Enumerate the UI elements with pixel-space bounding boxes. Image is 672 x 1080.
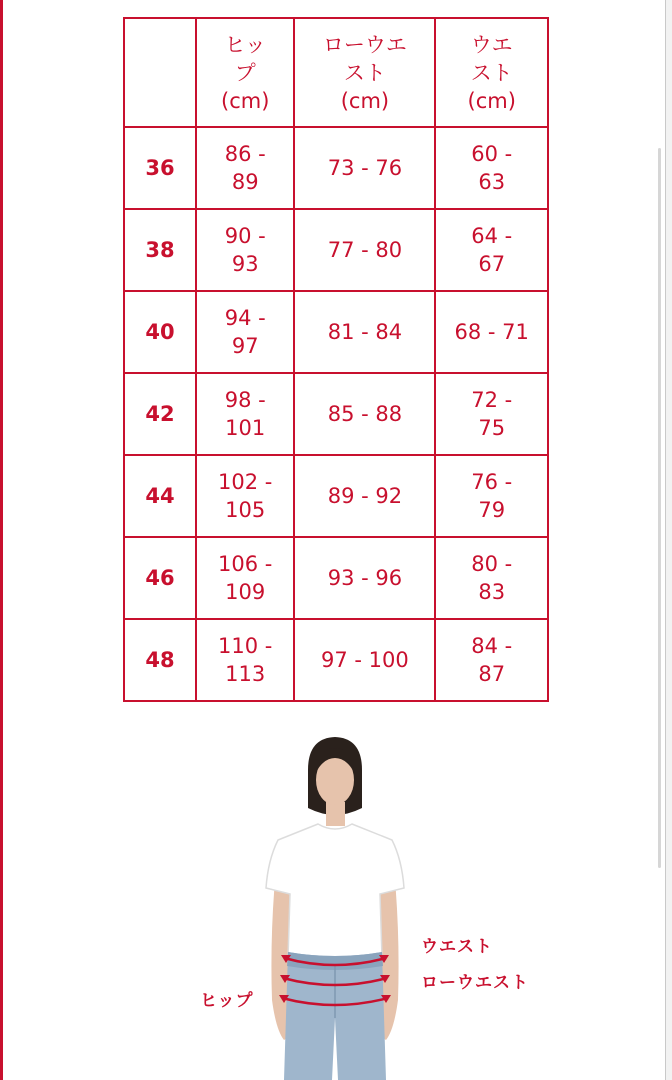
low-waist-cell bbox=[294, 619, 435, 701]
scroll-track[interactable] bbox=[665, 0, 672, 1080]
size-cell: 46 bbox=[124, 537, 196, 619]
hip-cell bbox=[196, 209, 294, 291]
table-row bbox=[124, 209, 548, 291]
size-cell: 38 bbox=[124, 209, 196, 291]
cell-text-line: 109 bbox=[225, 580, 266, 604]
header-text-line: ウエ bbox=[470, 32, 513, 57]
table-row bbox=[124, 537, 548, 619]
header-text-line: スト bbox=[343, 60, 386, 85]
cell-text-line: 68 - 71 bbox=[454, 320, 529, 344]
hip-cell bbox=[196, 619, 294, 701]
cell-text-line: 97 bbox=[231, 334, 259, 358]
waist-cell bbox=[435, 209, 548, 291]
table-row bbox=[124, 455, 548, 537]
low-waist-cell bbox=[294, 373, 435, 455]
waist-cell bbox=[435, 537, 548, 619]
cell-text-line: 63 bbox=[478, 170, 506, 194]
cell-text-line: 84 - bbox=[471, 634, 513, 658]
low-waist-cell bbox=[294, 127, 435, 209]
cell-text-line: 89 bbox=[231, 170, 259, 194]
cell-text-line: 79 bbox=[478, 498, 506, 522]
cell-text-line: 98 - bbox=[224, 388, 266, 412]
cell-text-line: 81 - 84 bbox=[327, 320, 403, 344]
low-waist-cell bbox=[294, 455, 435, 537]
low-waist-cell bbox=[294, 291, 435, 373]
low-waist-cell bbox=[294, 537, 435, 619]
size-cell: 44 bbox=[124, 455, 196, 537]
table-row bbox=[124, 619, 548, 701]
header-text-line: ヒッ bbox=[224, 32, 266, 57]
cell-text-line: 67 bbox=[478, 252, 506, 276]
cell-text-line: 93 bbox=[231, 252, 259, 276]
cell-text-line: 87 bbox=[478, 662, 506, 686]
cell-text-line: 90 - bbox=[224, 224, 266, 248]
size-cell: 36 bbox=[124, 127, 196, 209]
cell-text-line: 86 - bbox=[224, 142, 266, 166]
hip-cell bbox=[196, 455, 294, 537]
table-row bbox=[124, 127, 548, 209]
header-low-waist bbox=[294, 18, 435, 127]
header-waist bbox=[435, 18, 548, 127]
cell-text-line: 94 - bbox=[224, 306, 266, 330]
hip-label: ヒップ bbox=[200, 991, 254, 1011]
cell-text-line: 83 bbox=[478, 580, 506, 604]
waist-label: ウエスト bbox=[421, 937, 493, 957]
cell-text-line: 105 bbox=[225, 498, 266, 522]
hip-cell bbox=[196, 537, 294, 619]
table-row bbox=[124, 373, 548, 455]
cell-text-line: 77 - 80 bbox=[327, 238, 403, 262]
header-text-line: プ bbox=[234, 60, 256, 85]
cell-text-line: 89 - 92 bbox=[327, 484, 403, 508]
header-text-line: ローウエ bbox=[322, 32, 407, 57]
page-left-edge bbox=[0, 0, 3, 1080]
hip-cell bbox=[196, 291, 294, 373]
cell-text-line: 73 - 76 bbox=[327, 156, 403, 180]
table-body bbox=[124, 127, 548, 701]
cell-text-line: 93 - 96 bbox=[327, 566, 403, 590]
table-row bbox=[124, 291, 548, 373]
header-text-line: (cm) bbox=[221, 88, 270, 113]
cell-text-line: 76 - bbox=[471, 470, 513, 494]
cell-text-line: 106 - bbox=[218, 552, 273, 576]
waist-cell bbox=[435, 291, 548, 373]
model-neck bbox=[326, 802, 345, 826]
cell-text-line: 97 - 100 bbox=[321, 648, 409, 672]
cell-text-line: 85 - 88 bbox=[327, 402, 403, 426]
hip-cell bbox=[196, 127, 294, 209]
cell-text-line: 60 - bbox=[471, 142, 513, 166]
cell-text-line: 72 - bbox=[471, 388, 513, 412]
waist-cell bbox=[435, 373, 548, 455]
waist-cell bbox=[435, 455, 548, 537]
low-waist-label: ローウエスト bbox=[421, 973, 529, 993]
cell-text-line: 110 - bbox=[218, 634, 273, 658]
scrollbar-thumb[interactable] bbox=[658, 148, 661, 868]
size-cell: 48 bbox=[124, 619, 196, 701]
header-size bbox=[124, 18, 196, 127]
table-header-row bbox=[124, 18, 548, 127]
size-cell: 40 bbox=[124, 291, 196, 373]
model-measurement-illustration bbox=[190, 728, 550, 1080]
cell-text-line: 75 bbox=[478, 416, 506, 440]
header-text-line: (cm) bbox=[340, 88, 390, 113]
waist-cell bbox=[435, 619, 548, 701]
cell-text-line: 64 - bbox=[471, 224, 513, 248]
hip-cell bbox=[196, 373, 294, 455]
cell-text-line: 102 - bbox=[218, 470, 273, 494]
cell-text-line: 101 bbox=[225, 416, 266, 440]
size-chart-table bbox=[123, 17, 549, 702]
header-text-line: (cm) bbox=[467, 88, 516, 113]
cell-text-line: 80 - bbox=[471, 552, 513, 576]
low-waist-cell bbox=[294, 209, 435, 291]
header-hip bbox=[196, 18, 294, 127]
waist-cell bbox=[435, 127, 548, 209]
size-cell: 42 bbox=[124, 373, 196, 455]
header-text-line: スト bbox=[470, 60, 513, 85]
cell-text-line: 113 bbox=[225, 662, 266, 686]
